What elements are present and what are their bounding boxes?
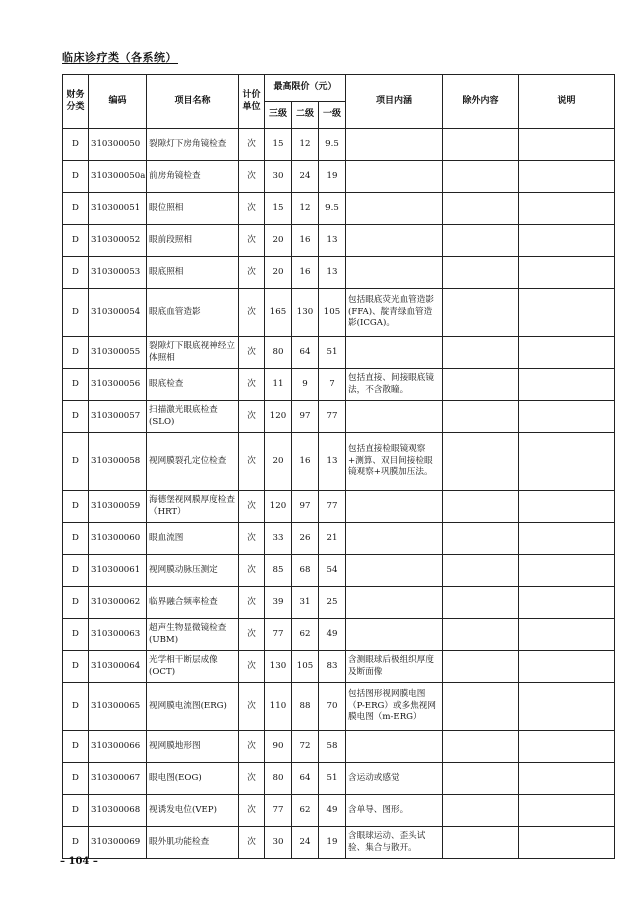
- cell-price-level2: 88: [292, 683, 319, 731]
- cell-content: [346, 731, 443, 763]
- cell-price-level1: 58: [319, 731, 346, 763]
- table-row: [63, 369, 615, 401]
- cell-excluded: [443, 257, 519, 289]
- cell-code: 310300055: [89, 337, 147, 369]
- cell-category: D: [63, 555, 89, 587]
- cell-notes: [519, 401, 615, 433]
- cell-excluded: [443, 289, 519, 337]
- cell-code: 310300064: [89, 651, 147, 683]
- cell-unit: 次: [239, 369, 265, 401]
- cell-excluded: [443, 225, 519, 257]
- cell-price-level1: 105: [319, 289, 346, 337]
- col-code: 编码: [89, 75, 147, 129]
- table-row: [63, 651, 615, 683]
- cell-unit: 次: [239, 433, 265, 491]
- cell-price-level3: 80: [265, 763, 292, 795]
- cell-excluded: [443, 337, 519, 369]
- cell-category: D: [63, 587, 89, 619]
- cell-unit: 次: [239, 225, 265, 257]
- cell-price-level3: 165: [265, 289, 292, 337]
- cell-excluded: [443, 161, 519, 193]
- cell-code: 310300068: [89, 795, 147, 827]
- cell-price-level3: 33: [265, 523, 292, 555]
- cell-name: 眼底照相: [147, 257, 239, 289]
- cell-price-level3: 120: [265, 401, 292, 433]
- cell-category: D: [63, 337, 89, 369]
- cell-notes: [519, 763, 615, 795]
- cell-name: 视网膜电流图(ERG): [147, 683, 239, 731]
- table-row: [63, 129, 615, 161]
- cell-price-level1: 54: [319, 555, 346, 587]
- cell-notes: [519, 795, 615, 827]
- cell-category: D: [63, 763, 89, 795]
- cell-unit: 次: [239, 555, 265, 587]
- cell-code: 310300069: [89, 827, 147, 859]
- cell-name: 眼位照相: [147, 193, 239, 225]
- table-row: [63, 337, 615, 369]
- cell-category: D: [63, 225, 89, 257]
- cell-notes: [519, 731, 615, 763]
- cell-name: 眼底血管造影: [147, 289, 239, 337]
- table-row: [63, 555, 615, 587]
- cell-price-level1: 25: [319, 587, 346, 619]
- cell-excluded: [443, 587, 519, 619]
- cell-unit: 次: [239, 827, 265, 859]
- cell-notes: [519, 161, 615, 193]
- table-row: [63, 587, 615, 619]
- page-number: – 104 –: [60, 856, 98, 867]
- cell-category: D: [63, 193, 89, 225]
- table-row: [63, 161, 615, 193]
- cell-price-level3: 30: [265, 827, 292, 859]
- cell-category: D: [63, 401, 89, 433]
- cell-code: 310300057: [89, 401, 147, 433]
- cell-excluded: [443, 795, 519, 827]
- cell-category: D: [63, 523, 89, 555]
- col-level1: 一级: [319, 102, 346, 129]
- cell-price-level3: 80: [265, 337, 292, 369]
- header-row: [63, 75, 615, 102]
- col-price-group: 最高限价（元）: [265, 75, 346, 102]
- cell-notes: [519, 337, 615, 369]
- cell-code: 310300050: [89, 129, 147, 161]
- cell-category: D: [63, 491, 89, 523]
- cell-excluded: [443, 555, 519, 587]
- cell-name: 裂隙灯下眼底视神经立体照相: [147, 337, 239, 369]
- cell-content: [346, 491, 443, 523]
- cell-content: [346, 161, 443, 193]
- cell-category: D: [63, 129, 89, 161]
- cell-price-level1: 51: [319, 337, 346, 369]
- cell-price-level3: 85: [265, 555, 292, 587]
- cell-price-level3: 15: [265, 193, 292, 225]
- cell-category: D: [63, 257, 89, 289]
- cell-excluded: [443, 129, 519, 161]
- cell-code: 310300051: [89, 193, 147, 225]
- cell-notes: [519, 129, 615, 161]
- title-underline: [62, 63, 178, 64]
- cell-excluded: [443, 369, 519, 401]
- cell-price-level2: 26: [292, 523, 319, 555]
- cell-category: D: [63, 651, 89, 683]
- cell-price-level3: 20: [265, 225, 292, 257]
- cell-category: D: [63, 827, 89, 859]
- cell-code: 310300052: [89, 225, 147, 257]
- cell-code: 310300063: [89, 619, 147, 651]
- cell-content: 包括直接检眼镜观察+测算、双目间接检眼镜观察+巩膜加压法。: [346, 433, 443, 491]
- cell-notes: [519, 683, 615, 731]
- cell-code: 310300062: [89, 587, 147, 619]
- cell-excluded: [443, 523, 519, 555]
- cell-price-level2: 130: [292, 289, 319, 337]
- col-notes: 说明: [519, 75, 615, 129]
- cell-notes: [519, 587, 615, 619]
- cell-price-level1: 21: [319, 523, 346, 555]
- cell-price-level2: 105: [292, 651, 319, 683]
- cell-name: 眼电图(EOG): [147, 763, 239, 795]
- cell-price-level1: 13: [319, 433, 346, 491]
- table-row: [63, 683, 615, 731]
- table-row: [63, 257, 615, 289]
- cell-unit: 次: [239, 619, 265, 651]
- cell-price-level2: 16: [292, 433, 319, 491]
- cell-code: 310300067: [89, 763, 147, 795]
- cell-notes: [519, 491, 615, 523]
- cell-content: [346, 193, 443, 225]
- cell-unit: 次: [239, 763, 265, 795]
- cell-notes: [519, 433, 615, 491]
- cell-category: D: [63, 683, 89, 731]
- cell-content: 含眼球运动、歪头试验、集合与散开。: [346, 827, 443, 859]
- col-unit: 计价单位: [239, 75, 265, 129]
- table-row: [63, 523, 615, 555]
- cell-price-level1: 49: [319, 795, 346, 827]
- cell-content: [346, 401, 443, 433]
- cell-price-level3: 77: [265, 795, 292, 827]
- cell-content: [346, 555, 443, 587]
- cell-code: 310300058: [89, 433, 147, 491]
- cell-price-level2: 62: [292, 795, 319, 827]
- table-row: [63, 763, 615, 795]
- cell-price-level3: 130: [265, 651, 292, 683]
- cell-price-level3: 20: [265, 433, 292, 491]
- cell-content: [346, 225, 443, 257]
- cell-excluded: [443, 619, 519, 651]
- cell-price-level2: 9: [292, 369, 319, 401]
- cell-unit: 次: [239, 257, 265, 289]
- cell-name: 临界融合频率检查: [147, 587, 239, 619]
- cell-category: D: [63, 795, 89, 827]
- cell-content: [346, 587, 443, 619]
- cell-name: 光学相干断层成像(OCT): [147, 651, 239, 683]
- cell-price-level1: 9.5: [319, 193, 346, 225]
- cell-price-level1: 49: [319, 619, 346, 651]
- cell-excluded: [443, 193, 519, 225]
- cell-category: D: [63, 369, 89, 401]
- cell-name: 眼外肌功能检查: [147, 827, 239, 859]
- cell-price-level1: 51: [319, 763, 346, 795]
- cell-excluded: [443, 763, 519, 795]
- col-category: 财务分类: [63, 75, 89, 129]
- cell-price-level2: 68: [292, 555, 319, 587]
- cell-notes: [519, 827, 615, 859]
- cell-unit: 次: [239, 491, 265, 523]
- cell-category: D: [63, 731, 89, 763]
- col-level3: 三级: [265, 102, 292, 129]
- cell-notes: [519, 193, 615, 225]
- cell-unit: 次: [239, 129, 265, 161]
- cell-price-level1: 13: [319, 257, 346, 289]
- cell-price-level1: 19: [319, 161, 346, 193]
- cell-price-level2: 16: [292, 257, 319, 289]
- cell-price-level2: 97: [292, 491, 319, 523]
- cell-price-level1: 70: [319, 683, 346, 731]
- cell-name: 眼前段照相: [147, 225, 239, 257]
- cell-unit: 次: [239, 651, 265, 683]
- cell-price-level2: 62: [292, 619, 319, 651]
- cell-content: 含运动或感觉: [346, 763, 443, 795]
- cell-price-level2: 64: [292, 763, 319, 795]
- cell-name: 超声生物显微镜检查(UBM): [147, 619, 239, 651]
- cell-excluded: [443, 491, 519, 523]
- cell-price-level2: 16: [292, 225, 319, 257]
- col-excluded: 除外内容: [443, 75, 519, 129]
- cell-content: 包括直接、间接眼底镜法，不含散瞳。: [346, 369, 443, 401]
- table-row: [63, 795, 615, 827]
- cell-code: 310300066: [89, 731, 147, 763]
- cell-price-level1: 7: [319, 369, 346, 401]
- cell-category: D: [63, 619, 89, 651]
- cell-price-level2: 97: [292, 401, 319, 433]
- cell-unit: 次: [239, 337, 265, 369]
- cell-unit: 次: [239, 523, 265, 555]
- table-row: [63, 827, 615, 859]
- table-row: [63, 731, 615, 763]
- cell-name: 裂隙灯下房角镜检查: [147, 129, 239, 161]
- cell-excluded: [443, 433, 519, 491]
- cell-notes: [519, 257, 615, 289]
- col-level2: 二级: [292, 102, 319, 129]
- col-name: 项目名称: [147, 75, 239, 129]
- cell-price-level1: 77: [319, 401, 346, 433]
- cell-code: 310300050a: [89, 161, 147, 193]
- table-row: [63, 289, 615, 337]
- cell-notes: [519, 523, 615, 555]
- price-table: [62, 74, 615, 859]
- cell-content: 包括眼底荧光血管造影(FFA)、靛青绿血管造影(ICGA)。: [346, 289, 443, 337]
- cell-notes: [519, 225, 615, 257]
- cell-price-level3: 39: [265, 587, 292, 619]
- cell-price-level2: 24: [292, 161, 319, 193]
- cell-price-level3: 77: [265, 619, 292, 651]
- cell-content: [346, 337, 443, 369]
- cell-price-level1: 13: [319, 225, 346, 257]
- cell-name: 视网膜裂孔定位检查: [147, 433, 239, 491]
- cell-notes: [519, 555, 615, 587]
- cell-name: 眼血流图: [147, 523, 239, 555]
- cell-content: 包括图形视网膜电图（P-ERG）或多焦视网膜电图（m-ERG）: [346, 683, 443, 731]
- cell-unit: 次: [239, 683, 265, 731]
- col-content: 项目内涵: [346, 75, 443, 129]
- table-row: [63, 193, 615, 225]
- cell-price-level1: 19: [319, 827, 346, 859]
- cell-notes: [519, 289, 615, 337]
- cell-name: 海德堡视网膜厚度检查（HRT）: [147, 491, 239, 523]
- cell-code: 310300065: [89, 683, 147, 731]
- cell-unit: 次: [239, 587, 265, 619]
- cell-code: 310300061: [89, 555, 147, 587]
- cell-content: [346, 523, 443, 555]
- cell-price-level2: 64: [292, 337, 319, 369]
- cell-excluded: [443, 827, 519, 859]
- cell-unit: 次: [239, 193, 265, 225]
- cell-name: 视网膜地形图: [147, 731, 239, 763]
- table-row: [63, 225, 615, 257]
- cell-price-level2: 31: [292, 587, 319, 619]
- cell-name: 视网膜动脉压测定: [147, 555, 239, 587]
- cell-excluded: [443, 651, 519, 683]
- table-row: [63, 619, 615, 651]
- cell-price-level3: 15: [265, 129, 292, 161]
- cell-price-level2: 12: [292, 193, 319, 225]
- cell-notes: [519, 619, 615, 651]
- cell-content: [346, 129, 443, 161]
- cell-category: D: [63, 289, 89, 337]
- cell-content: 含单导、图形。: [346, 795, 443, 827]
- section-title: 临床诊疗类（各系统）: [62, 51, 177, 64]
- cell-unit: 次: [239, 731, 265, 763]
- cell-notes: [519, 651, 615, 683]
- table-row: [63, 401, 615, 433]
- cell-price-level2: 24: [292, 827, 319, 859]
- cell-category: D: [63, 161, 89, 193]
- table-row: [63, 491, 615, 523]
- cell-code: 310300053: [89, 257, 147, 289]
- cell-price-level3: 110: [265, 683, 292, 731]
- cell-price-level2: 72: [292, 731, 319, 763]
- cell-unit: 次: [239, 401, 265, 433]
- cell-content: 含测眼球后极组织厚度及断面像: [346, 651, 443, 683]
- cell-price-level3: 20: [265, 257, 292, 289]
- cell-code: 310300056: [89, 369, 147, 401]
- cell-price-level2: 12: [292, 129, 319, 161]
- cell-unit: 次: [239, 161, 265, 193]
- cell-name: 扫描激光眼底检查(SLO): [147, 401, 239, 433]
- cell-price-level1: 9.5: [319, 129, 346, 161]
- cell-name: 前房角镜检查: [147, 161, 239, 193]
- cell-price-level3: 120: [265, 491, 292, 523]
- cell-name: 视诱发电位(VEP): [147, 795, 239, 827]
- cell-code: 310300060: [89, 523, 147, 555]
- cell-price-level3: 90: [265, 731, 292, 763]
- cell-notes: [519, 369, 615, 401]
- cell-unit: 次: [239, 289, 265, 337]
- cell-content: [346, 619, 443, 651]
- cell-price-level1: 83: [319, 651, 346, 683]
- cell-excluded: [443, 401, 519, 433]
- cell-content: [346, 257, 443, 289]
- cell-category: D: [63, 433, 89, 491]
- cell-unit: 次: [239, 795, 265, 827]
- cell-code: 310300059: [89, 491, 147, 523]
- cell-name: 眼底检查: [147, 369, 239, 401]
- cell-price-level3: 11: [265, 369, 292, 401]
- cell-price-level1: 77: [319, 491, 346, 523]
- cell-excluded: [443, 731, 519, 763]
- cell-price-level3: 30: [265, 161, 292, 193]
- cell-code: 310300054: [89, 289, 147, 337]
- cell-excluded: [443, 683, 519, 731]
- table-row: [63, 433, 615, 491]
